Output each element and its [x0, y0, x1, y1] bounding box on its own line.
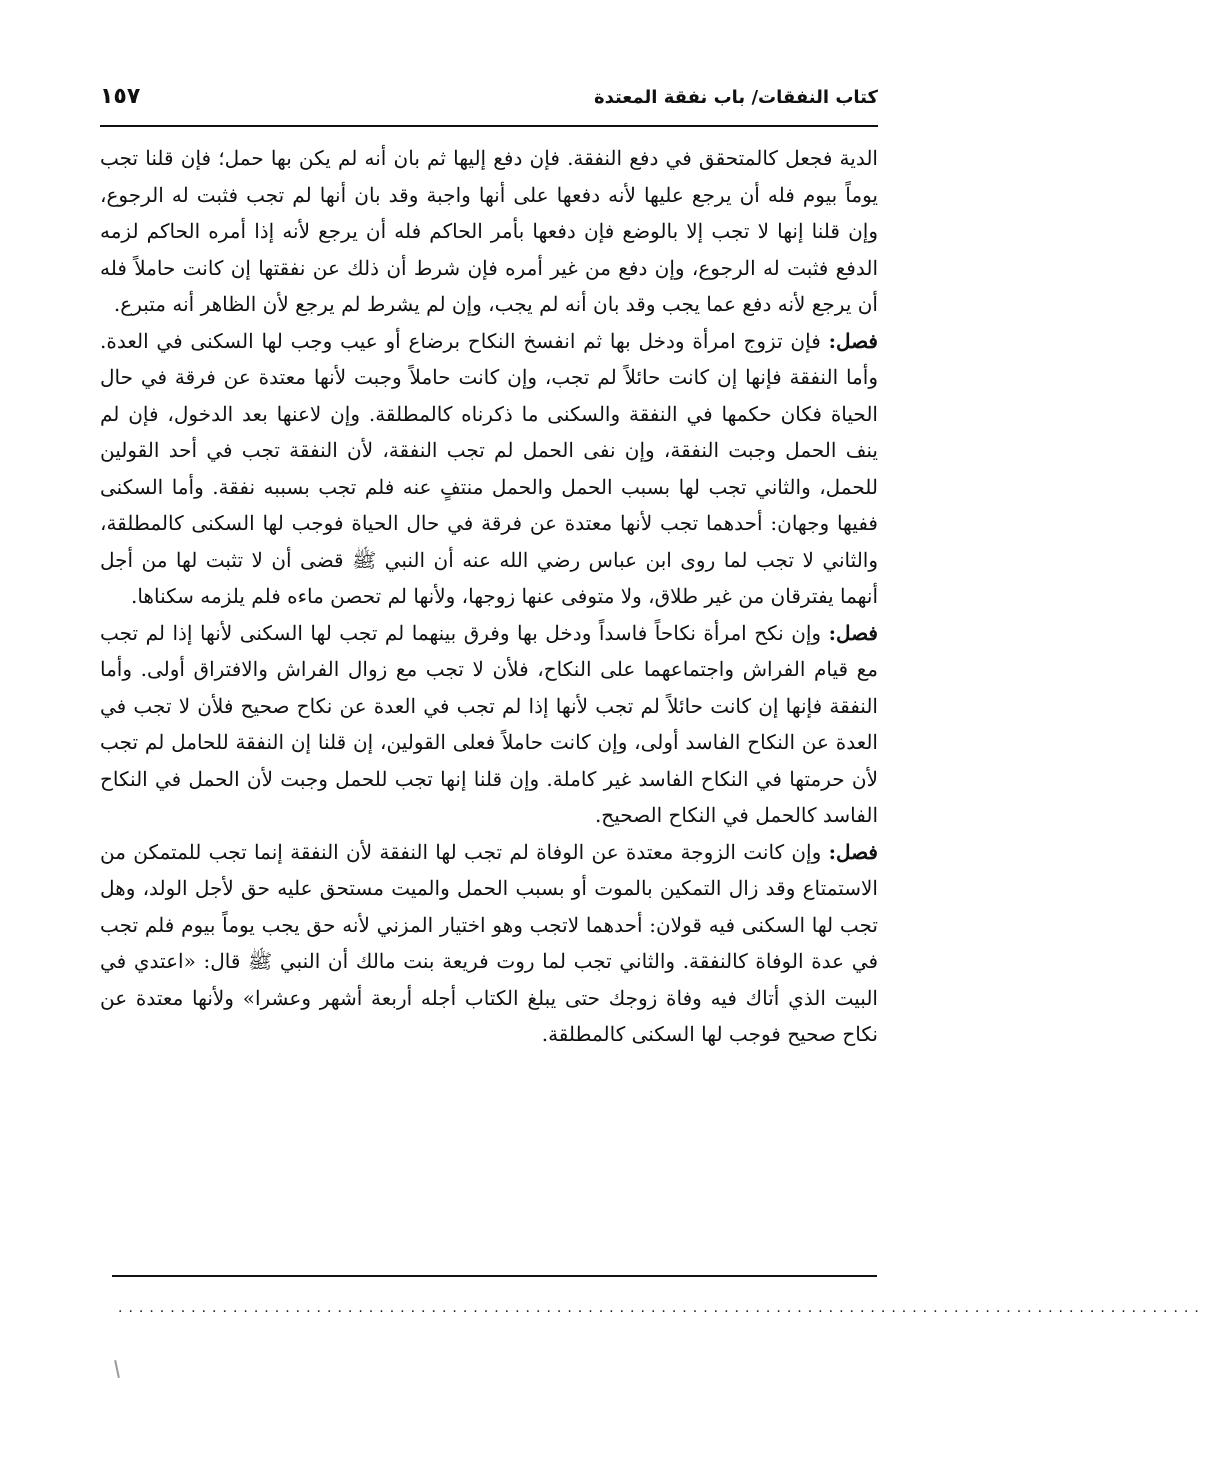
scan-artifact [114, 1360, 120, 1378]
page-header [100, 82, 878, 116]
paragraph-text: وإن كانت الزوجة معتدة عن الوفاة لم تجب لها النفقة لأن النفقة إنما تجب للمتمكن من الاستمتاع وقد زال التمكين بالموت أو بسبب الحمل والميت مستحق عليه حق لأجل الولد، وهل تجب لها السكنى فيه قولان: أحدهما لاتجب وهو اختيار المزني لأنه حق يجب يوماً بيوم فلم تجب في عدة الوفاة كالنفقة. والثاني تجب لما روت فريعة بنت مالك أن النبي ﷺ قال: «اعتدي في البيت الذي أتاك فيه وفاة زوجك حتى يبلغ الكتاب أجله أربعة أشهر وعشرا» ولأنها معتدة عن نكاح صحيح فوجب لها السكنى كالمطلقة. [100, 839, 878, 1046]
header-rule [100, 125, 878, 127]
body-text [100, 140, 878, 1053]
paragraph-4 [100, 834, 878, 1053]
paragraph-2 [100, 323, 878, 615]
paragraph-text: فإن تزوج امرأة ودخل بها ثم انفسخ النكاح برضاع أو عيب وجب لها السكنى في العدة. وأما النفقة فإنها إن كانت حائلاً لم تجب، وإن كانت حاملاً وجبت لأنها معتدة عن فرقة في حال الحياة فكان حكمها في النفقة والسكنى ما ذكرناه كالمطلقة. وإن لاعنها بعد الدخول، فإن لم ينف الحمل وجبت النفقة، وإن نفى الحمل لم تجب النفقة، لأن النفقة تجب في أحد القولين للحمل، والثاني تجب لها بسبب الحمل والحمل منتفٍ عنه فلم تجب بسببه نفقة. وأما السكنى ففيها وجهان: أحدهما تجب لأنها معتدة عن فرقة في حال الحياة فوجب لها السكنى كالمطلقة، والثاني لا تجب لما روى ابن عباس رضي الله عنه أن النبي ﷺ قضى أن لا تثبت لها من أجل أنهما يفترقان من غير طلاق، ولا متوفى عنها زوجها، ولأنها لم تحصن ماءه فلم يلزمه سكناها. [100, 328, 878, 608]
page-number: ١٥٧ [100, 84, 141, 109]
footnote-rule [112, 1275, 877, 1277]
running-title: كتاب النفقات/ باب نفقة المعتدة [593, 87, 878, 108]
paragraph-text: وإن نكح امرأة نكاحاً فاسداً ودخل بها وفرق بينهما لم تجب لها السكنى لأنها إذا لم تجب مع قيام الفراش واجتماعهما على النكاح، فلأن لا تجب مع زوال الفراش والافتراق أولى. وأما النفقة فإنها إن كانت حائلاً لم تجب لأنها إذا لم تجب في العدة عن نكاح صحيح فلأن لا تجب في العدة عن النكاح الفاسد أولى، وإن كانت حاملاً فعلى القولين، إن قلنا إن النفقة للحامل لم تجب لأن حرمتها في النكاح الفاسد غير كاملة. وإن قلنا إنها تجب للحمل وجبت لأن الحمل في النكاح الفاسد كالحمل في النكاح الصحيح. [100, 620, 878, 827]
paragraph-3 [100, 615, 878, 834]
footnote-dotted-line: ........................................................................................................ [118, 1300, 1205, 1316]
section-lead: فصل: [828, 839, 878, 864]
section-lead: فصل: [828, 328, 878, 353]
paragraph-text: الدية فجعل كالمتحقق في دفع النفقة. فإن دفع إليها ثم بان أنه لم يكن بها حمل؛ فإن قلنا تجب يوماً بيوم فله أن يرجع عليها لأنه دفعها على أنها واجبة وقد بان أنها لم تجب فثبت له الرجوع، وإن قلنا إنها لا تجب إلا بالوضع فإن دفعها بأمر الحاكم فله أن يرجع لأنه إذا أمره الحاكم لزمه الدفع فثبت له الرجوع، وإن دفع من غير أمره فإن شرط أن ذلك عن نفقتها إن كانت حاملاً فله أن يرجع لأنه دفع عما يجب وقد بان أنه لم يجب، وإن لم يشرط لم يرجع لأن الظاهر أنه متبرع. [100, 146, 879, 316]
section-lead: فصل: [828, 620, 878, 645]
paragraph-1 [100, 140, 878, 323]
